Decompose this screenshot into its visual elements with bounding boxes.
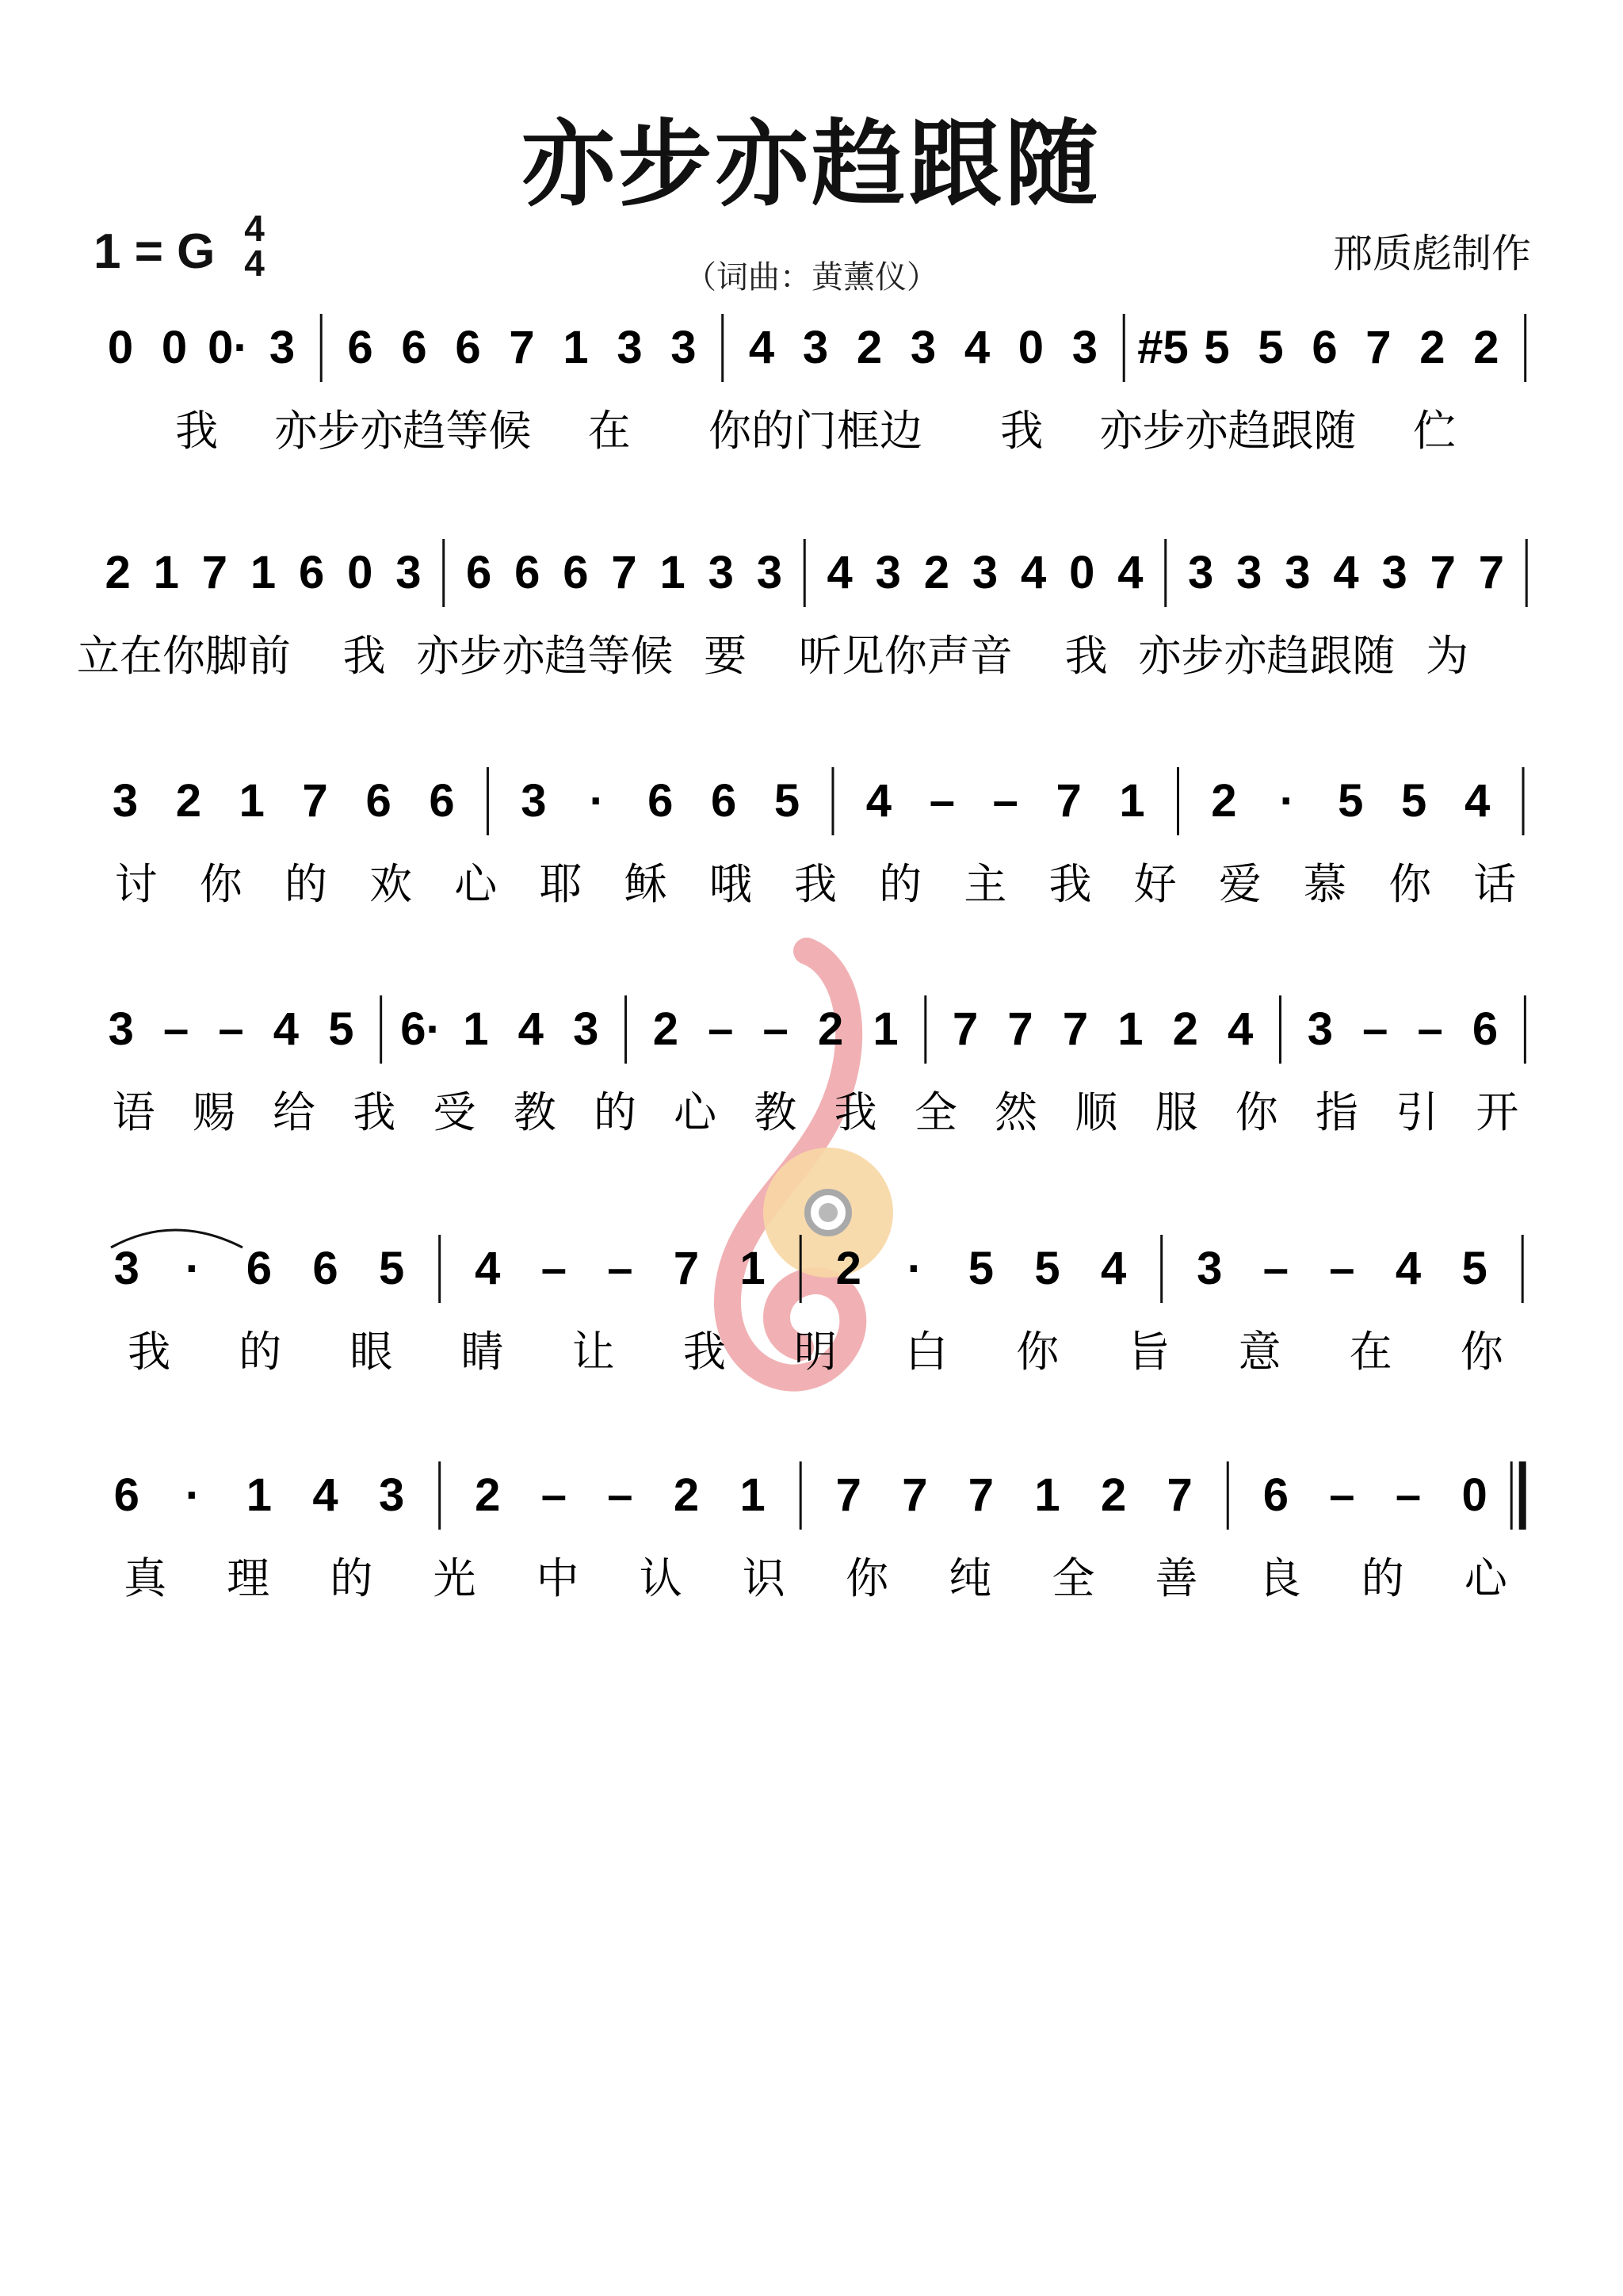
lyric-syllable: 的 <box>284 861 327 908</box>
jianpu-note: 6 <box>347 322 373 373</box>
jianpu-note: 1 <box>153 547 179 598</box>
jianpu-note: 3 <box>1381 547 1407 598</box>
lyric-syllable: 顺 <box>1075 1089 1118 1137</box>
time-signature-bottom: 4 <box>244 243 265 284</box>
lyric-syllable: 亦步亦趋跟随 <box>1099 407 1357 455</box>
lyric-syllable: 教 <box>754 1089 797 1137</box>
lyric-syllable: 哦 <box>708 861 752 908</box>
jianpu-note: 3 <box>112 775 139 827</box>
lyric-syllable: 在 <box>1349 1328 1392 1376</box>
jianpu-note: 5 <box>1258 322 1284 373</box>
jianpu-note: 5 <box>968 1243 995 1294</box>
jianpu-note: 3 <box>1071 322 1098 373</box>
jianpu-note: – <box>762 1003 789 1055</box>
jianpu-note: 4 <box>475 1243 501 1294</box>
lyric-syllable: 心 <box>1464 1555 1507 1603</box>
jianpu-note: 7 <box>953 1003 979 1055</box>
jianpu-note: – <box>1395 1469 1422 1521</box>
jianpu-note: 7 <box>968 1469 995 1521</box>
jianpu-note: 6 <box>455 322 481 373</box>
jianpu-note: 3 <box>670 322 697 373</box>
lyric-syllable: 要 <box>704 632 747 680</box>
jianpu-note: – <box>929 775 955 827</box>
jianpu-note: 2 <box>923 547 949 598</box>
jianpu-note: 5 <box>328 1003 354 1055</box>
jianpu-note: 4 <box>865 775 892 827</box>
jianpu-note: 3 <box>269 322 296 373</box>
lyric-syllable: 在 <box>587 407 631 455</box>
lyric-syllable: 你 <box>1388 861 1432 908</box>
lyric-syllable: 善 <box>1155 1555 1198 1603</box>
lyric-syllable: 你 <box>1235 1089 1278 1137</box>
jianpu-note: 5 <box>773 775 800 827</box>
jianpu-note: 4 <box>1117 547 1144 598</box>
jianpu-note: 1 <box>246 1469 273 1521</box>
jianpu-note: 0 <box>107 322 134 373</box>
jianpu-note: 6 <box>465 547 492 598</box>
lyric-syllable: 旨 <box>1127 1328 1170 1376</box>
jianpu-note: 2 <box>1100 1469 1127 1521</box>
jianpu-note: 1 <box>1117 1003 1144 1055</box>
jianpu-note: 4 <box>748 322 775 373</box>
jianpu-note: · <box>1279 775 1296 827</box>
jianpu-note: 6 <box>1312 322 1338 373</box>
time-signature-top: 4 <box>244 208 265 249</box>
lyric-syllable: 理 <box>227 1555 270 1603</box>
lyric-syllable: 给 <box>273 1089 316 1137</box>
jianpu-note: 3 <box>1307 1003 1333 1055</box>
jianpu-note: 2 <box>105 547 131 598</box>
lyric-syllable: 亦步亦趋等候 <box>274 407 532 455</box>
lyric-syllable: 睛 <box>460 1328 504 1376</box>
jianpu-note: 4 <box>1021 547 1047 598</box>
jianpu-note: 1 <box>250 547 277 598</box>
jianpu-note: 4 <box>1464 775 1491 827</box>
jianpu-note: 6 <box>1262 1469 1289 1521</box>
jianpu-note: – <box>1362 1003 1388 1055</box>
jianpu-note: 1 <box>1034 1469 1060 1521</box>
jianpu-note: 7 <box>902 1469 928 1521</box>
lyric-syllable: 让 <box>571 1328 615 1376</box>
jianpu-note: 5 <box>378 1243 405 1294</box>
jianpu-note: – <box>540 1243 567 1294</box>
jianpu-note: 7 <box>1007 1003 1033 1055</box>
lyric-syllable: 我 <box>1064 632 1108 680</box>
lyric-syllable: 然 <box>995 1089 1038 1137</box>
lyric-syllable: 你的门框边 <box>708 407 922 455</box>
lyric-syllable: 我 <box>175 407 219 455</box>
jianpu-note: 0 <box>1461 1469 1487 1521</box>
jianpu-note: 6 <box>401 322 427 373</box>
jianpu-note: 2 <box>835 1243 861 1294</box>
jianpu-note: 5 <box>1338 775 1364 827</box>
jianpu-note: 4 <box>517 1003 544 1055</box>
lyric-syllable: 为 <box>1426 632 1469 680</box>
jianpu-note: 5 <box>1034 1243 1060 1294</box>
jianpu-note: 3 <box>378 1469 405 1521</box>
lyric-syllable: 良 <box>1258 1555 1301 1603</box>
jianpu-note: 1 <box>739 1243 766 1294</box>
jianpu-note: 5 <box>1461 1243 1487 1294</box>
lyric-syllable: 的 <box>879 861 922 908</box>
lyric-syllable: 你 <box>1016 1328 1060 1376</box>
lyric-syllable: 稣 <box>624 861 667 908</box>
lyric-syllable: 教 <box>513 1089 556 1137</box>
jianpu-note: 4 <box>273 1003 300 1055</box>
jianpu-note: – <box>992 775 1018 827</box>
jianpu-note: · <box>589 775 605 827</box>
lyric-syllable: 我 <box>342 632 386 680</box>
jianpu-note: 2 <box>652 1003 678 1055</box>
lyric-syllable: 亦步亦趋跟随 <box>1138 632 1396 680</box>
lyric-syllable: 听见你声音 <box>798 632 1013 680</box>
lyric-syllable: 欢 <box>369 861 413 908</box>
jianpu-note: 3 <box>113 1243 139 1294</box>
jianpu-note: 2 <box>1211 775 1237 827</box>
lyric-syllable: 的 <box>330 1555 373 1603</box>
jianpu-note: 7 <box>611 547 637 598</box>
jianpu-note: 1 <box>739 1469 766 1521</box>
lyric-syllable: 认 <box>639 1555 682 1603</box>
jianpu-note: 6 <box>365 775 391 827</box>
jianpu-note: · <box>907 1243 923 1294</box>
jianpu-note: 6 <box>299 547 325 598</box>
lyric-syllable: 全 <box>1052 1555 1095 1603</box>
jianpu-note: 3 <box>972 547 999 598</box>
lyric-syllable: 你 <box>199 861 242 908</box>
lyric-syllable: 全 <box>914 1089 957 1137</box>
jianpu-note: 2 <box>1473 322 1499 373</box>
lyric-syllable: 心 <box>454 861 498 908</box>
lyric-syllable: 心 <box>674 1089 717 1137</box>
lyric-syllable: 眼 <box>349 1328 393 1376</box>
jianpu-note: 5 <box>1401 775 1427 827</box>
jianpu-note: – <box>1417 1003 1443 1055</box>
jianpu-note: 0 <box>1018 322 1044 373</box>
jianpu-note: – <box>1329 1469 1355 1521</box>
lyric-syllable: 耶 <box>539 861 582 908</box>
jianpu-note: 7 <box>1365 322 1392 373</box>
lyric-syllable: 我 <box>794 861 837 908</box>
jianpu-note: 3 <box>521 775 547 827</box>
lyric-syllable: 我 <box>682 1328 726 1376</box>
lyric-syllable: 开 <box>1476 1089 1519 1137</box>
lyric-syllable: 你 <box>1460 1328 1503 1376</box>
lyric-syllable: 服 <box>1155 1089 1198 1137</box>
jianpu-note: 4 <box>964 322 991 373</box>
jianpu-note: – <box>1329 1243 1355 1294</box>
lyric-syllable: 讨 <box>114 861 158 908</box>
lyric-syllable: 爱 <box>1218 861 1262 908</box>
lyric-syllable: 我 <box>834 1089 877 1137</box>
jianpu-note: 2 <box>175 775 202 827</box>
lyric-syllable: 真 <box>124 1555 167 1603</box>
lyric-syllable: 好 <box>1133 861 1177 908</box>
jianpu-note: 1 <box>239 775 265 827</box>
lyric-syllable: 意 <box>1238 1328 1281 1376</box>
jianpu-note: 6 <box>710 775 737 827</box>
jianpu-note: 3 <box>1187 547 1214 598</box>
jianpu-note: 7 <box>835 1469 861 1521</box>
jianpu-note: 7 <box>1062 1003 1089 1055</box>
jianpu-note: 0 <box>1069 547 1095 598</box>
jianpu-note: 4 <box>312 1469 338 1521</box>
jianpu-note: · <box>185 1243 201 1294</box>
jianpu-note: – <box>607 1469 633 1521</box>
key-signature: 1 = G <box>94 224 216 279</box>
jianpu-note: 3 <box>617 322 643 373</box>
lyric-syllable: 的 <box>239 1328 282 1376</box>
lyric-syllable: 引 <box>1396 1089 1439 1137</box>
jianpu-note: 1 <box>1119 775 1145 827</box>
lyric-syllable: 明 <box>794 1328 837 1376</box>
jianpu-note: 2 <box>1419 322 1445 373</box>
jianpu-note: 2 <box>673 1469 700 1521</box>
jianpu-note: 6 <box>563 547 589 598</box>
jianpu-note: 7 <box>673 1243 700 1294</box>
lyric-syllable: 亦步亦趋等候 <box>416 632 674 680</box>
song-title: 亦步亦趋跟随 <box>521 109 1102 219</box>
jianpu-note: 3 <box>1197 1243 1223 1294</box>
jianpu-note: 7 <box>1167 1469 1193 1521</box>
jianpu-note: 2 <box>1172 1003 1198 1055</box>
jianpu-note: 3 <box>802 322 829 373</box>
lyric-syllable: 慕 <box>1304 861 1347 908</box>
jianpu-note: 6 <box>514 547 540 598</box>
jianpu-note: 0· <box>208 322 249 373</box>
lyric-syllable: 语 <box>112 1089 155 1137</box>
lyric-syllable: 的 <box>1361 1555 1404 1603</box>
jianpu-note: 7 <box>1056 775 1082 827</box>
jianpu-note: 1 <box>563 322 589 373</box>
lyric-syllable: 赐 <box>192 1089 235 1137</box>
jianpu-note: – <box>218 1003 244 1055</box>
jianpu-note: 2 <box>856 322 883 373</box>
jianpu-note: – <box>1262 1243 1289 1294</box>
jianpu-note: 6 <box>647 775 674 827</box>
lyric-syllable: 纯 <box>949 1555 992 1603</box>
lyric-syllable: 指 <box>1315 1089 1358 1137</box>
jianpu-note: 4 <box>827 547 853 598</box>
jianpu-note: 7 <box>1478 547 1505 598</box>
jianpu-note: 6 <box>312 1243 338 1294</box>
arranger-credit: 邢质彪制作 <box>1333 231 1531 277</box>
jianpu-note: – <box>540 1469 567 1521</box>
lyric-syllable: 中 <box>536 1555 579 1603</box>
lyric-syllable: 话 <box>1473 861 1517 908</box>
lyric-syllable: 立在你脚前 <box>76 632 291 680</box>
jianpu-note: 3 <box>108 1003 134 1055</box>
lyric-syllable: 我 <box>128 1328 171 1376</box>
jianpu-note: 3 <box>756 547 783 598</box>
lyric-syllable: 白 <box>905 1328 949 1376</box>
jianpu-note: 3 <box>910 322 937 373</box>
jianpu-note: · <box>185 1469 201 1521</box>
jianpu-note: 6 <box>429 775 455 827</box>
jianpu-note: 4 <box>1228 1003 1254 1055</box>
lyric-syllable: 识 <box>742 1555 785 1603</box>
jianpu-note: 4 <box>1395 1243 1422 1294</box>
jianpu-note: 7 <box>1430 547 1456 598</box>
jianpu-note: – <box>607 1243 633 1294</box>
lyric-syllable: 我 <box>353 1089 396 1137</box>
jianpu-note: 1 <box>873 1003 899 1055</box>
jianpu-note: #5 <box>1137 322 1189 373</box>
jianpu-note: – <box>162 1003 189 1055</box>
jianpu-note: 0 <box>161 322 188 373</box>
jianpu-note: 7 <box>509 322 535 373</box>
jianpu-note: 6 <box>113 1469 139 1521</box>
jianpu-note: 3 <box>395 547 422 598</box>
lyric-syllable: 光 <box>433 1555 476 1603</box>
jianpu-note: 5 <box>1204 322 1230 373</box>
jianpu-note: 3 <box>1285 547 1311 598</box>
jianpu-note: 6· <box>400 1003 441 1055</box>
jianpu-note: 6 <box>246 1243 273 1294</box>
jianpu-note: 2 <box>817 1003 844 1055</box>
jianpu-note: 3 <box>1236 547 1262 598</box>
lyric-syllable: 受 <box>433 1089 476 1137</box>
lyric-syllable: 的 <box>593 1089 636 1137</box>
jianpu-note: 1 <box>659 547 685 598</box>
jianpu-note: 2 <box>475 1469 501 1521</box>
jianpu-note: 0 <box>347 547 373 598</box>
jianpu-note: – <box>708 1003 734 1055</box>
jianpu-note: 3 <box>708 547 734 598</box>
jianpu-note: 1 <box>463 1003 489 1055</box>
jianpu-note: 6 <box>1472 1003 1499 1055</box>
lyric-syllable: 伫 <box>1412 407 1456 455</box>
lyric-syllable: 我 <box>1000 407 1044 455</box>
lyricist-composer-credit: （词曲：黄薰仪） <box>685 259 938 296</box>
jianpu-note: 3 <box>875 547 901 598</box>
jianpu-note: 7 <box>201 547 227 598</box>
jianpu-note: 4 <box>1100 1243 1127 1294</box>
jianpu-note: 7 <box>302 775 328 827</box>
lyric-syllable: 你 <box>846 1555 889 1603</box>
lyric-syllable: 主 <box>964 861 1007 908</box>
lyric-syllable: 我 <box>1048 861 1092 908</box>
jianpu-note: 3 <box>573 1003 599 1055</box>
jianpu-note: 4 <box>1333 547 1359 598</box>
